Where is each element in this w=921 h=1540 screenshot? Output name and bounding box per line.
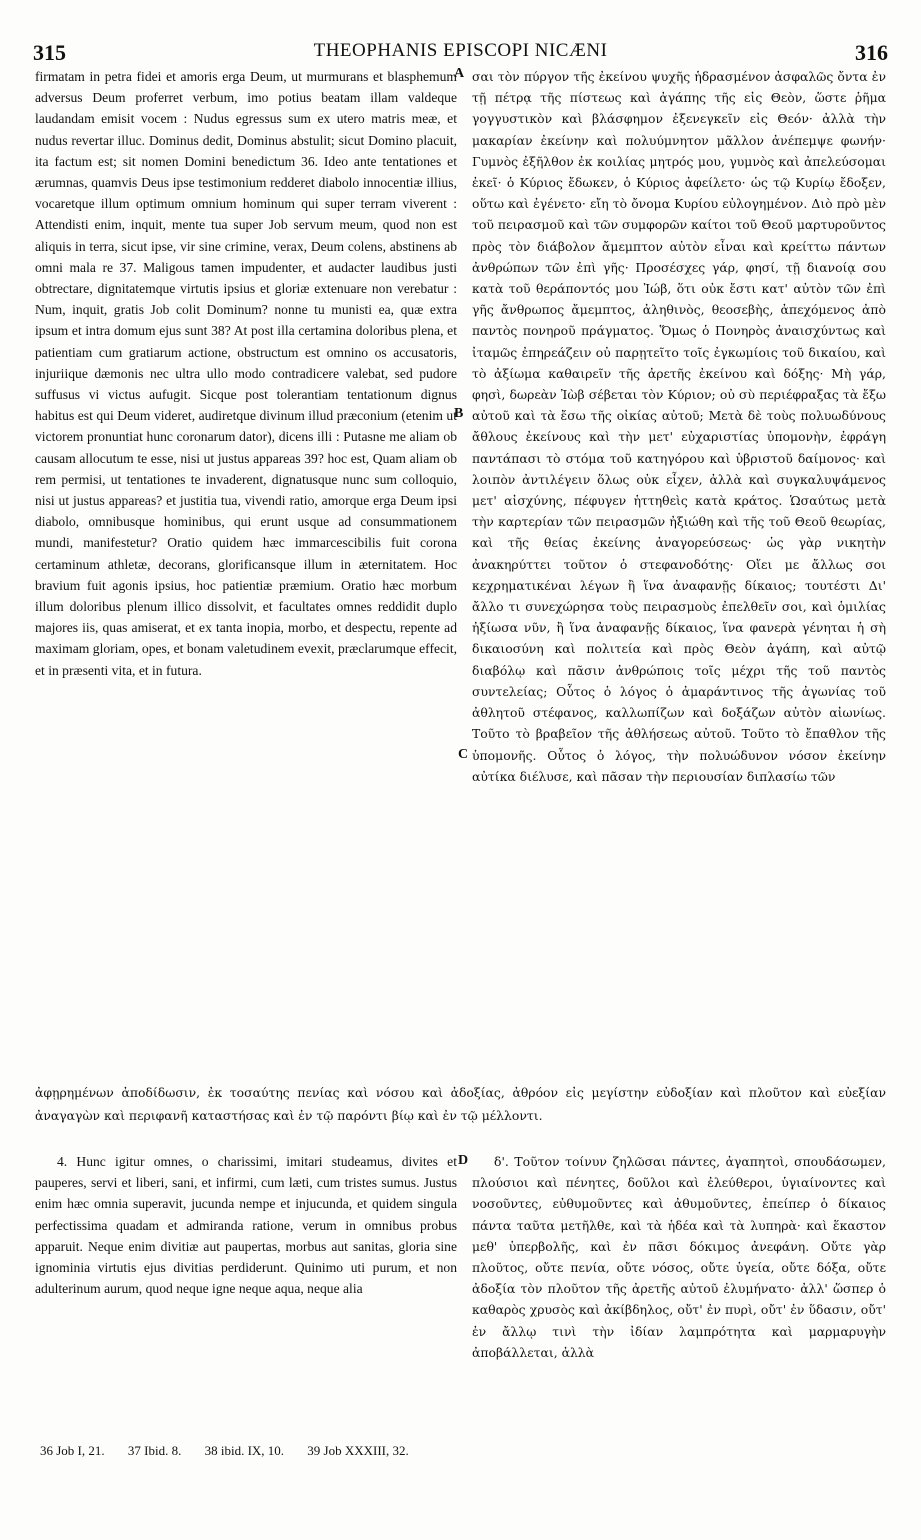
left-page-number: 315	[33, 40, 66, 65]
footnotes	[40, 1443, 880, 1459]
greek-full-width-continuation: ἀφῃρημένων ἀποδίδωσιν, ἐκ τοσαύτης πενίας καὶ νόσου καὶ ἀδοξίας, ἀθρόον εἰς μεγίστην εὐδοξίαν καὶ πλοῦτον καὶ εὐεξίαν ἀναγαγὼν καὶ περιφανῆ καταστήσας καὶ ἐν τῷ παρόντι βίῳ καὶ ἐν τῷ μέλλοντι.	[35, 1085, 886, 1124]
marker-c: C	[458, 747, 469, 762]
greek-column-bottom: δ'. Τοῦτον τοίνυν ζηλῶσαι πάντες, ἀγαπητοὶ, σπουδάσωμεν, πλούσιοι καὶ πένητες, δοῦλοι καὶ ἐλεύθεροι, ὑγιαίνοντες καὶ νοσοῦντες, εὐθυμοῦντες καὶ ἀθυμοῦντες, ἐπείπερ ὁ δίκαιος πάντα ταῦτα μετῆλθε, καὶ τὰ ἡδέα καὶ τὰ λυπηρὰ· καὶ ἕκαστον μεθ' ὑπερβολῆς, καὶ ἐν πᾶσι δόκιμος ἀνεφάνη. Οὔτε γὰρ πλοῦτος, οὔτε πενία, οὔτε νόσος, οὔτε ὑγεία, οὔτε δόξα, οὔτε ἀδοξία τὸν πλοῦτον τῆς ἀρετῆς αὐτοῦ ἐλυμήνατο· ἀλλ' ὥσπερ ὁ καθαρὸς χρυσὸς καὶ ἀκίβδηλος, οὔτ' ἐν πυρὶ, οὔτ' ἐν ὕδασιν, οὔτ' ἐν ἄλλῳ τινὶ τὴν ἰδίαν λαμπρότητα καὶ μαρμαρυγὴν ἀποβάλλεται, ἀλλὰ	[472, 1154, 886, 1360]
marker-d: D	[458, 1153, 469, 1168]
marker-a: A	[454, 66, 465, 81]
footnote-39: 39 Job XXXIII, 32.	[307, 1443, 409, 1458]
footnote-36: 36 Job I, 21.	[40, 1443, 105, 1458]
page-header	[33, 40, 888, 66]
latin-column-bottom: 4. Hunc igitur omnes, o charissimi, imitari studeamus, divites et pauperes, servi et liberi, sani, et infirmi, cum læti, cum tristes sumus. Justus enim hæc omnia superavit, jucunda nempe et injucunda, et quidem singula perfectissima quadam et admiranda ratione, verum in omnibus probus apparuit. Neque enim divitiæ aut paupertas, morbus aut sanitas, gloria sine ignominia virtutis ejus divitias perdiderunt. Quinimo uti purum, et non adulterinum aurum, quod neque igne neque aqua, neque alia	[35, 1154, 457, 1297]
latin-column-top: firmatam in petra fidei et amoris erga Deum, ut murmurans et blasphemum adversus Deum proferret verbum, imo potius beatam illam valdeque laudandam emisit vocem : Nudus egressus sum ex utero matris meæ, et nudus revertar illuc. Dominus dedit, Dominus abstulit; sicut Domino placuit, ita factum est; sit nomen Domini benedictum 36. Ideo ante tentationes et ærumnas, quamvis Deus ipse testimonium redderet diabolo innocentiæ illius, vocaretque illum optimum omnium hominum qui super terram viverent : Attendisti enim, inquit, mente tua super Job servum meum, quod non est aliquis in terra, sicut ipse, vir sine crimine, verax, Deum colens, abstinens ab omni mala re 37. Maligous tamen impudenter, et audacter laudibus justi obtrectare, dignitatemque virtutis ipsius et gloriæ extenuare non verebatur : Num, inquit, gratis Job colit Dominum? nonne tu munisti ea, quæ extra ipsum et intra domum ejus sunt 38? At post illa certamina doloribus plena, et patientiam cum gratiarum actione, obstructum est omnino os accusatoris, injuriique dæmonis nec ultra ullo modo contradicere valebat, sed pudore suffusus vi victus aufugit. Sicque post tolerantiam tentationum dignus habitus est qui Deum videret, audiretque divinum illud præconium (etenim ut victorem pronuntiat hunc coronarum dator), dicens illi : Putasne me aliam ob causam allocutum te esse, nisi ut justus appareas 39? hoc est, Quam aliam ob rem permisi, ut tentationes te invaderent, dignatusque nunc sum colloquio, nisi ut justus appareas? et justitia tua, vivendi ratio, amorque erga Deum ipsi diabolo, omnibusque hominibus, qui erunt usque ad consummationem mundi, manifestetur? Oratio quidem hæc immarcescibilis fuit corona certaminum athletæ, decorans, glorificansque illum in æternitatem. Hoc bravium fuit agonis ipsius, hoc patientiæ præmium. Oratio hæc morbum illum doloribus plenum illico dissolvit, et facultates omnes reddidit duplo majores iis, quas amiserat, et ex tanta inopia, morbo, et despectu, repente ad maximam gloriam, opes, et bonam valetudinem evexit, præclarumque effecit, et in præsenti vita, et in futura.	[35, 69, 457, 678]
marker-b: B	[454, 406, 464, 421]
greek-column-top: σαι τὸν πύργον τῆς ἐκείνου ψυχῆς ἡδρασμένον ἀσφαλῶς ὄντα ἐν τῇ πέτρᾳ τῆς πίστεως καὶ ἀγάπης τῆς εἰς Θεὸν, ὥστε ῥῆμα γογγυστικὸν καὶ βλάσφημον ἐξενεγκεῖν εἰς Θεόν· ἀλλὰ τὴν μακαρίαν ἐκείνην καὶ πολυύμνητον μᾶλλον ἀνέπεμψε φωνήν· Γυμνὸς ἐξῆλθον ἐκ κοιλίας μητρός μου, γυμνὸς καὶ ἀπελεύσομαι ἐκεῖ· ὁ Κύριος ἔδωκεν, ὁ Κύριος ἀφείλετο· ὡς τῷ Κυρίῳ ἔδοξεν, οὕτω καὶ ἐγένετο· εἴη τὸ ὄνομα Κυρίου εὐλογημένον. Διὸ πρὸ μὲν τοῦ πειρασμοῦ καὶ τῶν συμφορῶν καίτοι τοῦ Θεοῦ μαρτυροῦντος πρὸς τὸν διάβολον ἄμεμπτον αὐτὸν εἶναι καὶ κρείττω πάντων ἀνθρώπων τῶν ἐπὶ γῆς· Προσέσχες γάρ, φησί, τῇ διανοίᾳ σου κατὰ τοῦ θεράποντός μου Ἰώβ, ὅτι οὐκ ἔστι κατ' αὐτὸν τῶν ἐπὶ γῆς ἄνθρωπος ἄμεμπτος, ἀληθινὸς, θεοσεβὴς, ἀπεχόμενος ἀπὸ παντὸς πονηροῦ πράγματος. Ὅμως ὁ Πονηρὸς ἀναισχύντως καὶ ἰταμῶς ἐπηρεάζειν οὐ παρῃτεῖτο τοῖς ἐγκωμίοις τοῦ δικαίου, καὶ τὸ ἀξίωμα καθαιρεῖν τῆς ἀρετῆς ἐκείνου καὶ δόξης· Μὴ γάρ, φησὶ, δωρεὰν Ἰὼβ σέβεται τὸν Κύριον; οὐ σὺ περιέφραξας τὰ ἔξω αὐτοῦ καὶ τὰ ἔσω τῆς οἰκίας αὐτοῦ; Μετὰ δὲ τοὺς πολυωδύνους ἄθλους ἐκείνους καὶ τὴν μετ' εὐχαριστίας ὑπομονὴν, ἐφράγη παντάπασι τὸ στόμα τοῦ κατηγόρου καὶ ὑβριστοῦ δαίμονος· καὶ λοιπὸν ἀντιλέγειν ὅλως οὐκ εἶχεν, ἀλλὰ καὶ συγκαλυψάμενος μετ' αἰσχύνης, πέφυγεν ἡττηθεὶς κατὰ κράτος. Ὡσαύτως μετὰ τὴν καρτερίαν τῶν πειρασμῶν ἠξιώθη καὶ τῆς τοῦ Θεοῦ θεωρίας, καὶ τῆς θείας ἐκείνης ἀναγορεύσεως· ὡς γὰρ νικητὴν ἀνακηρύττει τοῦτον ὁ στεφανοδότης· Οἴει με ἄλλως σοι κεχρηματικέναι λέγων ἢ ἵνα ἀναφανῇς δίκαιος; τουτέστι Δι' ἄλλο τι συνεχώρησα τοὺς πειρασμοὺς ἐπελθεῖν σοι, καὶ ὁμιλίας ἠξίωσα νῦν, ἢ ἵνα ἀναφανῇς δίκαιος, ἵνα φανερὰ γένηται ἡ σὴ δικαιοσύνη καὶ πολιτεία καὶ πρὸς Θεὸν ἀγάπη, καὶ αὐτῷ διαβόλῳ καὶ πᾶσιν ἀνθρώποις τοῖς μέχρι τῆς τοῦ παντὸς συντελείας; Οὗτος ὁ λόγος ὁ ἀμαράντινος τῆς ἀγωνίας τοῦ ἀθλητοῦ στέφανος, καλλωπίζων καὶ δοξάζων αὐτὸν αἰωνίως. Τοῦτο τὸ βραβεῖον τῆς ἀθλήσεως αὐτοῦ. Τοῦτο τὸ ἔπαθλον τῆς ὑπομονῆς. Οὗτος ὁ λόγος, τὴν πολυώδυνον νόσον ἐκείνην αὐτίκα διέλυσε, καὶ πᾶσαν τὴν περιουσίαν διπλασίω τῶν	[472, 69, 886, 784]
footnote-37: 37 Ibid. 8.	[127, 1443, 182, 1458]
footnote-38: 38 ibid. IX, 10.	[204, 1443, 285, 1458]
running-title: THEOPHANIS EPISCOPI NICÆNI	[313, 40, 608, 61]
right-page-number: 316	[855, 40, 888, 65]
